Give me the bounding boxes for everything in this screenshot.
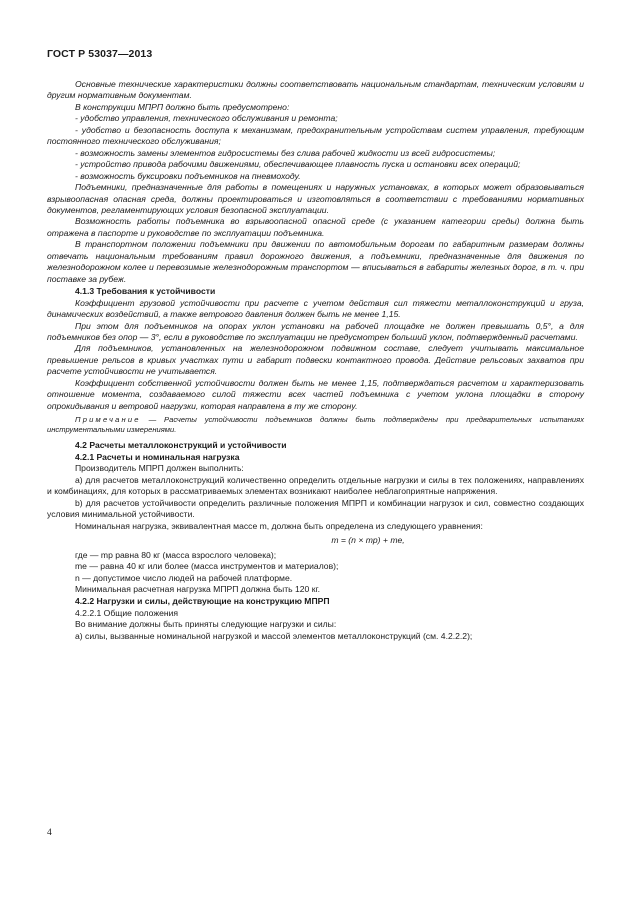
- list-item: а) силы, вызванные номинальной нагрузкой и массой элементов металлоконструкций (см. 4.2.2.2);: [75, 630, 473, 641]
- paragraph: Номинальная нагрузка, эквивалентная массе m, должна быть определена из следующего уравнения:: [75, 520, 483, 531]
- section-heading: 4.2.1 Расчеты и номинальная нагрузка: [75, 452, 240, 462]
- list-item: - удобство и безопасность доступа к механизмам, предохранительным устройствам систем управления, требующим постоянного технического обслуживания;: [47, 124, 584, 147]
- note: [47, 415, 584, 435]
- definition-line: me — равна 40 кг или более (масса инструментов и материалов);: [75, 561, 339, 572]
- section-heading: 4.2.2 Нагрузки и силы, действующие на конструкцию МПРП: [75, 596, 330, 607]
- paragraph: В конструкции МПРП должно быть предусмотрено:: [75, 101, 290, 112]
- note-text: — Расчеты устойчивости подъемников должны быть подтверждены при предварительных испытаниях инструментальными измерениями.: [47, 415, 584, 435]
- paragraph: Минимальная расчетная нагрузка МПРП должна быть 120 кг.: [75, 583, 320, 594]
- formula: m = (n × mp) + me,: [331, 535, 405, 546]
- paragraph: Основные технические характеристики должны соответствовать национальным стандартам, техническим условиям и другим нормативным документам.: [47, 79, 584, 101]
- list-item: b) для расчетов устойчивости определить различные положения МПРП и комбинации нагрузок и сил, совместно создающих условия минимальной устойчивости.: [47, 497, 584, 520]
- definition-line: n — допустимое число людей на рабочей платформе.: [75, 572, 293, 583]
- list-item: а) для расчетов металлоконструкций количественно определить отдельные нагрузки и силы в тех положениях, направлениях и комбинациях, для которых в рассматриваемых элементах возникают наиболее неблагоприятные напряжения.: [47, 474, 584, 497]
- section-heading: 4.1.3 Требования к устойчивости: [75, 286, 216, 297]
- paragraph: Подъемники, предназначенные для работы в помещениях и наружных установках, в которых может образовываться взрывоопасная опасная среда, должны проектироваться и изготовляться в соответствии с требованиями нормативных документов, регламентирующих условия безопасной эксплуатации.: [47, 182, 584, 215]
- paragraph: Коэффициент собственной устойчивости должен быть не менее 1,15, подтверждаться расчетом и характеризовать отношение момента, создаваемого силой тяжести всех частей подъемника с учетом уклона площадки в сторону опрокидывания и ветровой нагрузки, которая направлена в ту же сторону.: [47, 377, 584, 411]
- paragraph: Производитель МПРП должен выполнить:: [75, 463, 244, 474]
- document-body: [47, 79, 584, 642]
- note-label: Примечание: [75, 415, 141, 425]
- subsection-heading: 4.2.2.1 Общие положения: [75, 607, 179, 618]
- page-number: 4: [47, 828, 52, 838]
- definition-line: где — mp равна 80 кг (масса взрослого человека);: [75, 549, 277, 560]
- list-item: - возможность буксировки подъемников на пневмоходу.: [75, 170, 301, 181]
- paragraph: В транспортном положении подъемники при движении по автомобильным дорогам по габаритным размерам должны отвечать национальным требованиям правил дорожного движения, а подъемники, предназначенные для движения по железнодорожном колее и перевозимые железнодорожным транспортом — вписываться в габариты железных дорог, в т. ч. при поставке за рубеж.: [47, 239, 584, 284]
- document-header: ГОСТ Р 53037—2013: [47, 48, 153, 60]
- list-item: - возможность замены элементов гидросистемы без слива рабочей жидкости из всей гидросистемы;: [75, 147, 496, 158]
- list-item: - удобство управления, технического обслуживания и ремонта;: [75, 113, 338, 124]
- list-item: - устройство привода рабочими движениями, обеспечивающее плавность пуска и остановки всех операций;: [75, 159, 521, 170]
- section-heading: 4.2 Расчеты металлоконструкций и устойчивости: [75, 439, 287, 450]
- paragraph: При этом для подъемников на опорах уклон установки на рабочей площадке не должен превышать 0,5°, а для подъемников без опор — 3°, если в руководстве по эксплуатации не предусмотрен больший уклон, подтвержденный расчетами.: [47, 320, 584, 342]
- paragraph: Коэффициент грузовой устойчивости при расчете с учетом действия сил тяжести металлоконструкций и груза, динамических воздействий, а также ветрового давления должен быть не менее 1,15.: [47, 297, 584, 320]
- paragraph: Во внимание должны быть приняты следующие нагрузки и силы:: [75, 619, 337, 630]
- paragraph: Возможность работы подъемника во взрывоопасной опасной среде (с указанием категории среды) должна быть отражена в паспорте и руководстве по эксплуатации подъемника.: [47, 216, 584, 238]
- paragraph: Для подъемников, установленных на железнодорожном подвижном составе, следует учитывать максимальное превышение рельсов в кривых участках пути и габарит подвески контактного провода. Действие рельсовых захватов при расчете устойчивости не учитывается.: [47, 343, 584, 377]
